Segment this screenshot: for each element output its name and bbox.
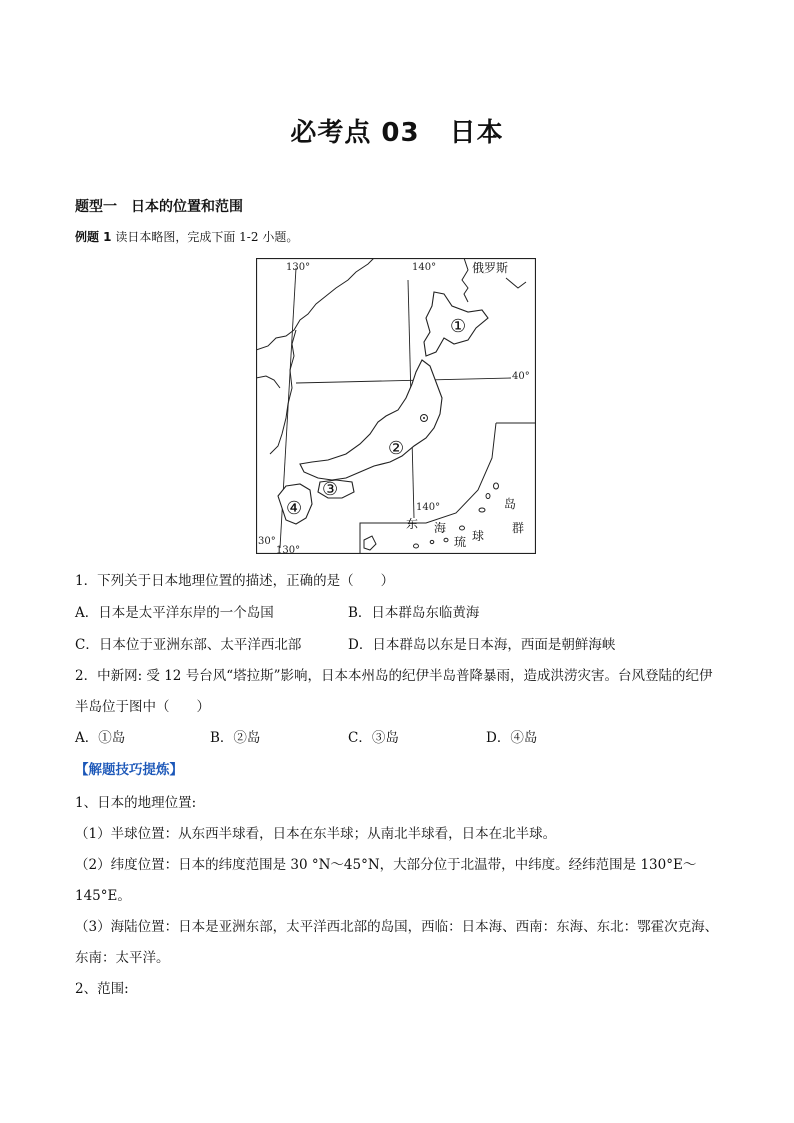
q1-stem: 1．下列关于日本地理位置的描述，正确的是（ ） [75,573,395,589]
label-lon-140-top: 140° [412,262,437,273]
label-lat-40: 40° [512,371,530,382]
section-label: 题型一 [75,199,117,215]
q1-option-d: D．日本群岛以东是日本海，西面是朝鲜海峡 [348,637,616,653]
q2-option-a: A．①岛 [75,730,126,746]
tips-p1: 1、日本的地理位置: [75,795,197,811]
label-ryukyu-2: 球 [472,529,485,543]
q1-option-b: B．日本群岛东临黄海 [348,605,480,621]
label-island-2: ② [388,438,405,459]
tips-p3-line2: 145°E。 [75,888,131,904]
q2-option-d: D．④岛 [486,730,538,746]
japan-map [256,258,536,554]
tips-header: 【解题技巧提炼】 [75,762,183,778]
tips-p4-line1: （3）海陆位置：日本是亚洲东部，太平洋西北部的岛国，西临：日本海、西南：东海、东北：鄂霍次克海、 [75,919,719,935]
q2-stem-line2: 半岛位于图中（ ） [75,699,210,715]
example-text: 读日本略图，完成下面 1-2 小题。 [115,230,299,244]
q1-option-a: A．日本是太平洋东岸的一个岛国 [75,605,274,621]
q2-option-b: B．②岛 [210,730,261,746]
label-east-sea-1: 东 [406,517,419,531]
q1-option-c: C．日本位于亚洲东部、太平洋西北部 [75,637,302,653]
tips-p5: 2、范围: [75,981,129,997]
tips-p2: （1）半球位置：从东西半球看，日本在东半球；从南北半球看，日本在北半球。 [75,826,557,842]
label-islands-1: 岛 [504,497,517,511]
label-east-sea-2: 海 [434,521,447,535]
example-intro [75,228,298,245]
tips-p3-line1: （2）纬度位置：日本的纬度范围是 30 °N～45°N，大部分位于北温带，中纬度。经纬范围是 130°E～ [75,857,697,873]
label-ryukyu-1: 琉 [454,535,467,549]
tips-p4-line2: 东南：太平洋。 [75,950,170,966]
section-name: 日本的位置和范围 [131,199,243,215]
label-russia: 俄罗斯 [472,261,509,275]
example-label: 例题 1 [75,230,112,244]
page-title [0,112,794,149]
label-island-4: ④ [286,498,303,519]
label-lat-30: 30° [258,536,276,547]
label-lon-130-bottom: 130° [276,545,301,554]
label-island-3: ③ [322,479,339,500]
title-main: 必考点 03 [290,118,420,148]
section-heading [75,196,243,216]
label-islands-2: 群 [512,521,525,535]
q2-option-c: C．③岛 [348,730,399,746]
q2-stem-line1: 2．中新网: 受 12 号台风“塔拉斯”影响，日本本州岛的纪伊半岛普降暴雨，造成洪涝灾害。台风登陆的纪伊 [75,668,713,684]
label-lon-140-bottom: 140° [416,502,441,513]
title-sub: 日本 [449,118,504,148]
label-island-1: ① [450,316,467,337]
label-lon-130-top: 130° [286,262,311,273]
